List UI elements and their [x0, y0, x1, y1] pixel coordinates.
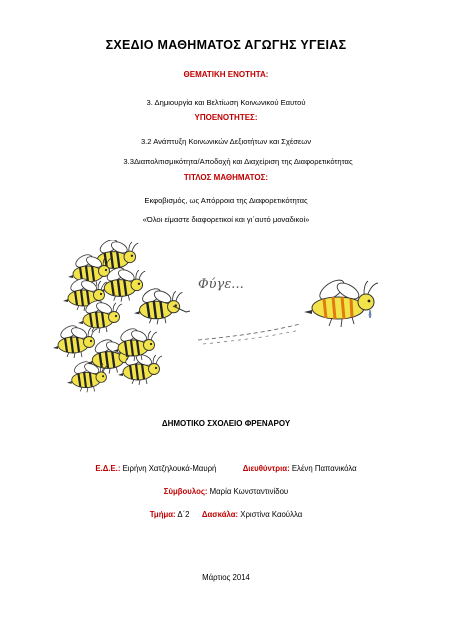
lesson-title-line: Εκφοβισμός, ως Απόρροια της Διαφορετικότητας [144, 196, 308, 205]
advisor-label: Σύμβουλος: [163, 487, 208, 496]
subunit-item: 3.3Διαπολιτισμικότητα/Αποδοχή και Διαχείριση της Διαφορετικότητας [123, 157, 353, 166]
lesson-title-line: «Όλοι είμαστε διαφορετικοί και γι΄αυτό μοναδικοί» [142, 215, 310, 224]
thematic-unit-value: 3. Δημιουργία και Βελτίωση Κοινωνικού Εαυτού [146, 98, 306, 107]
ede-label: Ε.Δ.Ε.: [95, 464, 121, 473]
director-value: Ελένη Παπανικόλα [291, 464, 357, 473]
speech-text: Φύγε... [198, 277, 244, 292]
bees-illustration [38, 240, 414, 410]
director-label: Διευθύντρια: [242, 464, 290, 473]
subunits-heading: ΥΠΟΕΝΟΤΗΤΕΣ: [194, 113, 258, 122]
teacher-label: Δασκάλα: [201, 510, 239, 519]
ede-value: Ειρήνη Χατζηλουκά-Μαυρή [122, 464, 217, 473]
staff-line-advisor [0, 487, 452, 496]
staff-line-ede-director [0, 464, 452, 473]
class-label: Τμήμα: [149, 510, 176, 519]
subunit-item: 3.2 Ανάπτυξη Κοινωνικών Δεξιοτήτων και Σχέσεων [140, 137, 312, 146]
teacher-value: Χριστίνα Καούλλα [240, 510, 303, 519]
class-value: Δ΄2 [177, 510, 190, 519]
staff-line-class-teacher [0, 510, 452, 519]
document-date: Μάρτιος 2014 [202, 573, 250, 582]
advisor-value: Μαρία Κωνσταντινίδου [209, 487, 289, 496]
document-title: ΣΧΕΔΙΟ ΜΑΘΗΜΑΤΟΣ ΑΓΩΓΗΣ ΥΓΕΙΑΣ [105, 38, 347, 52]
thematic-unit-heading: ΘΕΜΑΤΙΚΗ ΕΝΟΤΗΤΑ: [183, 70, 269, 79]
lesson-title-heading: ΤΙΤΛΟΣ ΜΑΘΗΜΑΤΟΣ: [183, 173, 269, 182]
school-name: ΔΗΜΟΤΙΚΟ ΣΧΟΛΕΙΟ ΦΡΕΝΑΡΟΥ [161, 419, 291, 428]
